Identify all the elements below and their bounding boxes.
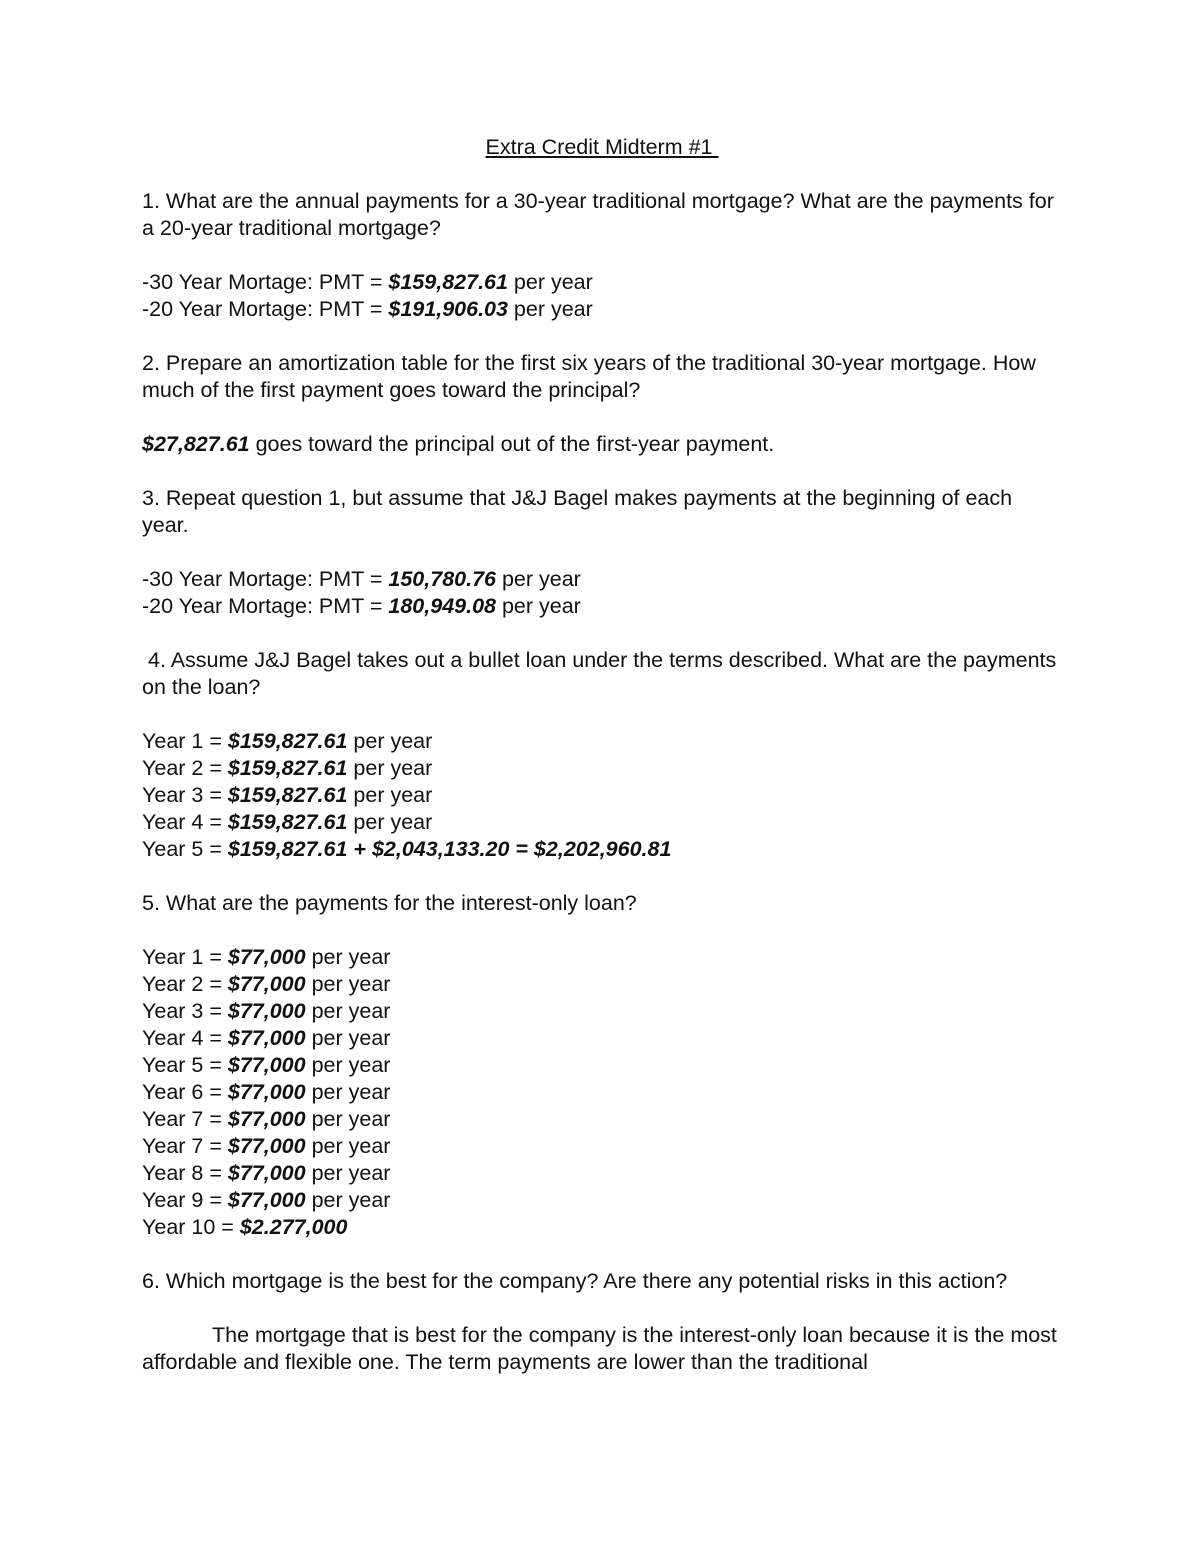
answer-value: 180,949.08 [388,594,496,618]
answer-value: $159,827.61 [227,729,348,753]
q5-answer-line [142,1214,1062,1241]
spacer [142,323,1062,350]
answer-suffix: per year [347,783,433,807]
answer-value: $159,827.61 [227,783,348,807]
answer-suffix: goes toward the principal out of the first-year payment. [249,432,775,456]
spacer [142,161,1062,188]
answer-suffix: per year [305,1161,391,1185]
answer-suffix: per year [305,945,391,969]
answer-label: Year 2 = [142,756,228,780]
question-5: 5. What are the payments for the interest-only loan? [142,891,637,915]
answer-value: $191,906.03 [388,297,508,321]
answer-label: -20 Year Mortage: PMT = [142,297,389,321]
answer-suffix: per year [347,756,433,780]
q5-answer-line [142,1187,1062,1214]
q4-answer-line [142,728,1062,755]
spacer [142,917,1062,944]
spacer [142,458,1062,485]
answer-value: $159,827.61 [227,756,348,780]
answer-label: Year 5 = [142,837,228,861]
q3-answer-line [142,593,1062,620]
answer-value: $77,000 [227,1107,306,1131]
answer-suffix: per year [305,1188,391,1212]
q4-answer-line [142,782,1062,809]
spacer [142,701,1062,728]
q4-answer-list [142,728,1062,863]
answer-label: Year 9 = [142,1188,228,1212]
question-6: 6. Which mortgage is the best for the company? Are there any potential risks in this action? [142,1269,1008,1293]
answer-value: $77,000 [227,999,306,1023]
answer-suffix: per year [507,270,593,294]
answer-suffix: per year [305,1026,391,1050]
answer-value: $77,000 [227,1026,306,1050]
answer-value: $77,000 [227,1134,306,1158]
answer-value: 150,780.76 [388,567,496,591]
answer-label: Year 3 = [142,999,228,1023]
answer-label: -20 Year Mortage: PMT = [142,594,389,618]
answer-value: $2.277,000 [239,1215,348,1239]
spacer [142,539,1062,566]
answer-suffix: per year [507,297,593,321]
q1-answer-line [142,296,1062,323]
q5-answer-line [142,998,1062,1025]
answer-suffix: per year [305,1134,391,1158]
spacer [142,1295,1062,1322]
q4-answer-line [142,809,1062,836]
answer-label: -30 Year Mortage: PMT = [142,270,389,294]
question-2: 2. Prepare an amortization table for the first six years of the traditional 30-year mortgage. How much of the first payment goes toward the principal? [142,351,1036,402]
q5-answer-line [142,1079,1062,1106]
answer-label: Year 8 = [142,1161,228,1185]
q5-answer-line [142,1160,1062,1187]
answer-suffix: per year [305,1053,391,1077]
answer-suffix: per year [347,729,433,753]
spacer [142,863,1062,890]
answer-value: $77,000 [227,1080,306,1104]
answer-value: $77,000 [227,945,306,969]
q4-answer-line [142,836,1062,863]
q4-answer-line [142,755,1062,782]
answer-suffix: per year [305,1107,391,1131]
q5-answer-line [142,1025,1062,1052]
answer-suffix: per year [496,567,581,591]
answer-label: Year 4 = [142,810,228,834]
document-page [142,134,1062,1376]
q5-answer-line [142,1052,1062,1079]
question-4: 4. Assume J&J Bagel takes out a bullet loan under the terms described. What are the payments on the loan? [142,648,1063,699]
spacer [142,620,1062,647]
q5-answer-line [142,971,1062,998]
answer-value: $27,827.61 [142,432,250,456]
q1-answer-line [142,269,1062,296]
answer-value: $159,827.61 [388,270,508,294]
answer-label: Year 3 = [142,783,228,807]
answer-label: Year 10 = [142,1215,240,1239]
answer-label: Year 6 = [142,1080,228,1104]
answer-label: Year 5 = [142,1053,228,1077]
q3-answer-line [142,566,1062,593]
answer-suffix: per year [305,999,391,1023]
answer-suffix: per year [305,972,391,996]
answer-value: $77,000 [227,1053,306,1077]
q5-answer-list [142,944,1062,1241]
q5-answer-line [142,1133,1062,1160]
spacer [142,242,1062,269]
answer-label: Year 7 = [142,1107,228,1131]
answer-label: Year 7 = [142,1134,228,1158]
answer-suffix: per year [305,1080,391,1104]
answer-label: -30 Year Mortage: PMT = [142,567,389,591]
answer-suffix: per year [496,594,581,618]
answer-suffix: per year [347,810,433,834]
answer-value: $77,000 [227,972,306,996]
question-1: 1. What are the annual payments for a 30-year traditional mortgage? What are the payments for a 20-year traditional mortgage? [142,189,1054,240]
answer-value: $159,827.61 + $2,043,133.20 = $2,202,960.81 [227,837,672,861]
q5-answer-line [142,944,1062,971]
spacer [142,404,1062,431]
q5-answer-line [142,1106,1062,1133]
q6-answer-paragraph: The mortgage that is best for the company is the interest-only loan because it is the most affordable and flexible one. The term payments are lower than the traditional [142,1323,1057,1374]
answer-label: Year 1 = [142,945,228,969]
spacer [142,1241,1062,1268]
question-3: 3. Repeat question 1, but assume that J&J Bagel makes payments at the beginning of each year. [142,486,1013,537]
q2-answer-line [142,431,1062,458]
answer-label: Year 1 = [142,729,228,753]
answer-label: Year 2 = [142,972,228,996]
answer-label: Year 4 = [142,1026,228,1050]
answer-value: $77,000 [227,1161,306,1185]
answer-value: $159,827.61 [227,810,348,834]
answer-value: $77,000 [227,1188,306,1212]
document-title: Extra Credit Midterm #1 [485,135,719,159]
